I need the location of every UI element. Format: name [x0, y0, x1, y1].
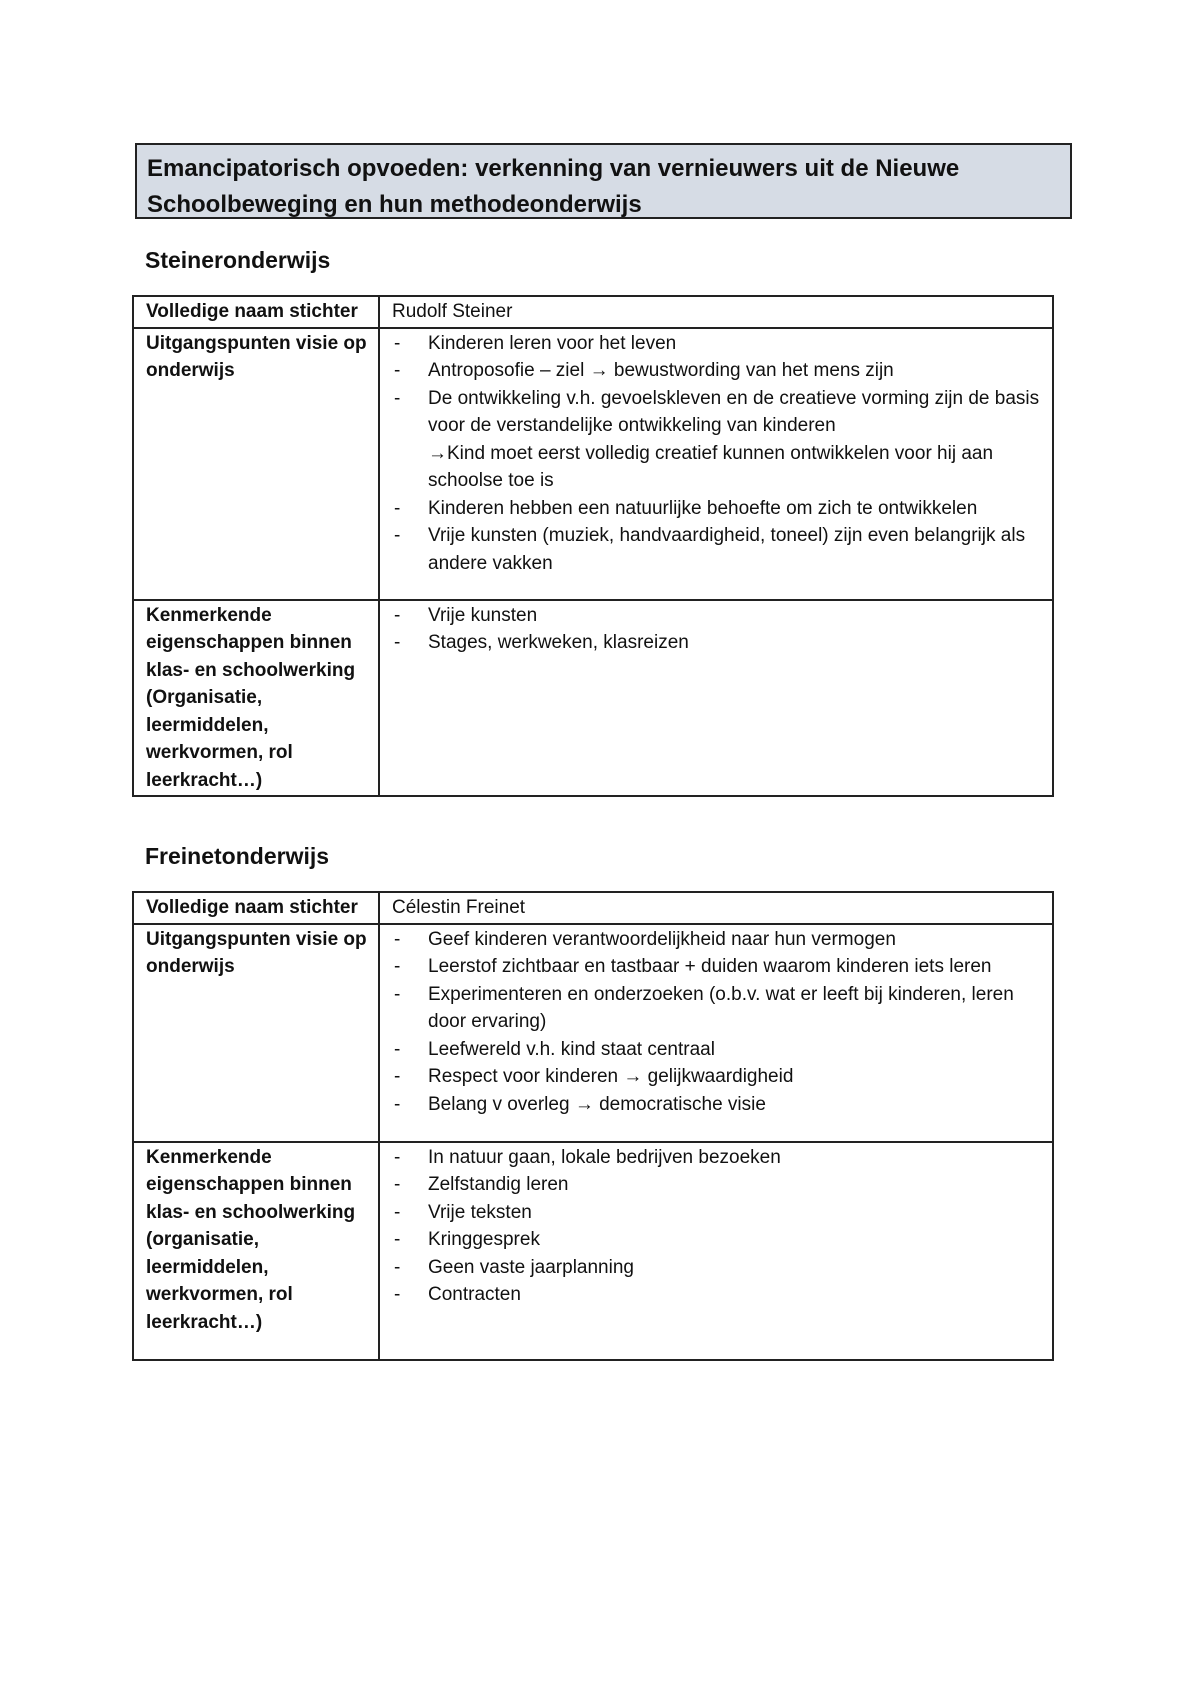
list-item: - De ontwikkeling v.h. gevoelskleven en de creatieve vorming zijn de basis voor de verstandelijke ontwikkeling van kinderen →Kind moet eerst volledig creatief kunnen ontwikkelen voor hij aan schoolse toe is — [392, 385, 1042, 495]
list-item: - Belang v overleg → democratische visie — [392, 1091, 1042, 1119]
table-row-founder — [133, 892, 1053, 924]
freinet-table — [132, 891, 1054, 1361]
list-item: - Zelfstandig leren — [392, 1171, 1042, 1199]
list-item: - Kinderen hebben een natuurlijke behoefte om zich te ontwikkelen — [392, 495, 1042, 523]
characteristics-cell — [379, 1142, 1053, 1360]
table-row-characteristics — [133, 1142, 1053, 1360]
principles-label: Uitgangspunten visie op onderwijs — [133, 328, 379, 600]
section-heading-steiner: Steineronderwijs — [145, 247, 331, 273]
list-item: - Stages, werkweken, klasreizen — [392, 629, 1042, 657]
table-row-principles — [133, 328, 1053, 600]
table-row-founder — [133, 296, 1053, 328]
principles-cell — [379, 328, 1053, 600]
characteristics-label: Kenmerkende eigenschappen binnen klas- en schoolwerking (organisatie, leermiddelen, werkvormen, rol leerkracht…) — [133, 1142, 379, 1360]
table-row-principles — [133, 924, 1053, 1142]
list-item: - In natuur gaan, lokale bedrijven bezoeken — [392, 1144, 1042, 1172]
list-item: - Vrije teksten — [392, 1199, 1042, 1227]
section-heading-freinet: Freinetonderwijs — [145, 843, 330, 869]
characteristics-list — [392, 1144, 1042, 1309]
list-item: - Antroposofie – ziel → bewustwording van het mens zijn — [392, 357, 1042, 385]
steiner-table — [132, 295, 1054, 797]
founder-label: Volledige naam stichter — [133, 892, 379, 924]
list-item: - Contracten — [392, 1281, 1042, 1309]
table-row-characteristics — [133, 600, 1053, 797]
founder-value: Célestin Freinet — [379, 892, 1053, 924]
principles-list — [392, 926, 1042, 1119]
characteristics-cell — [379, 600, 1053, 797]
principles-label: Uitgangspunten visie op onderwijs — [133, 924, 379, 1142]
list-item: - Leerstof zichtbaar en tastbaar + duiden waarom kinderen iets leren — [392, 953, 1042, 981]
founder-value: Rudolf Steiner — [379, 296, 1053, 328]
principles-cell — [379, 924, 1053, 1142]
list-item: - Experimenteren en onderzoeken (o.b.v. wat er leeft bij kinderen, leren door ervaring) — [392, 981, 1042, 1036]
founder-label: Volledige naam stichter — [133, 296, 379, 328]
list-item: - Kringgesprek — [392, 1226, 1042, 1254]
list-item: - Leefwereld v.h. kind staat centraal — [392, 1036, 1042, 1064]
document-title-line-2: Schoolbeweging en hun methodeonderwijs — [147, 191, 642, 218]
list-item: - Geen vaste jaarplanning — [392, 1254, 1042, 1282]
list-item: - Geef kinderen verantwoordelijkheid naar hun vermogen — [392, 926, 1042, 954]
characteristics-list — [392, 602, 1042, 657]
principles-list — [392, 330, 1042, 578]
document-title — [135, 143, 1072, 219]
characteristics-label: Kenmerkende eigenschappen binnen klas- en schoolwerking (Organisatie, leermiddelen, werkvormen, rol leerkracht…) — [133, 600, 379, 797]
list-item: - Vrije kunsten — [392, 602, 1042, 630]
list-item: - Respect voor kinderen → gelijkwaardigheid — [392, 1063, 1042, 1091]
document-title-line-1: Emancipatorisch opvoeden: verkenning van vernieuwers uit de Nieuwe — [147, 155, 960, 182]
list-item: - Kinderen leren voor het leven — [392, 330, 1042, 358]
list-item: - Vrije kunsten (muziek, handvaardigheid, toneel) zijn even belangrijk als andere vakken — [392, 522, 1042, 577]
